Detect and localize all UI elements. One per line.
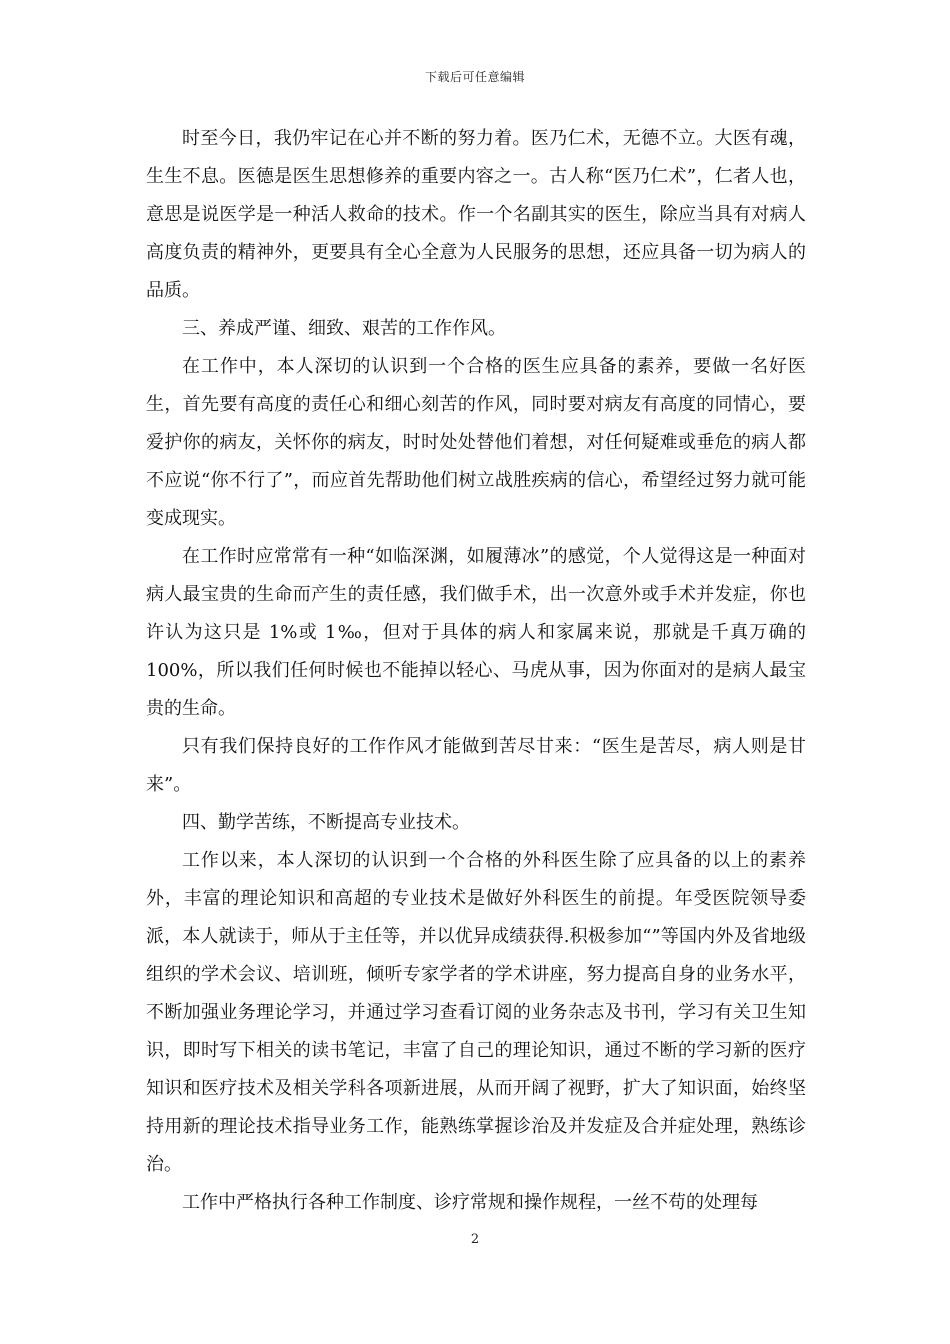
section-heading: 三、养成严谨、细致、艰苦的工作作风。 [182,318,506,339]
paragraph: 在工作中，本人深切的认识到一个合格的医生应具备的素养，要做一名好医生，首先要有高度的责任心和细心刻苦的作风，同时要对病友有高度的同情心，要爱护你的病友，关怀你的病友，时时处处替他们着想，对任何疑难或垂危的病人都不应说“你不行了”，而应首先帮助他们树立战胜疾病的信心，希望经过努力就可能变成现实。 [146,356,806,529]
paragraph: 工作中严格执行各种工作制度、诊疗常规和操作规程，一丝不苟的处理每 [182,1192,758,1213]
section-heading: 四、勤学苦练，不断提高专业技术。 [182,812,470,833]
page-number: 2 [470,1232,480,1247]
document-body [146,120,806,1222]
paragraph: 只有我们保持良好的工作作风才能做到苦尽甘来：“医生是苦尽，病人则是甘来”。 [146,736,806,795]
paragraph: 工作以来，本人深切的认识到一个合格的外科医生除了应具备的以上的素养外，丰富的理论知识和高超的专业技术是做好外科医生的前提。年受医院领导委派，本人就读于，师从于主任等，并以优异成绩获得.积极参加“”等国内外及省地级组织的学术会议、培训班，倾听专家学者的学术讲座，努力提高自身的业务水平，不断加强业务理论学习，并通过学习查看订阅的业务杂志及书刊，学习有关卫生知识，即时写下相关的读书笔记，丰富了自己的理论知识，通过不断的学习新的医疗知识和医疗技术及相关学科各项新进展，从而开阔了视野，扩大了知识面，始终坚持用新的理论技术指导业务工作，能熟练掌握诊治及并发症及合并症处理，熟练诊治。 [146,850,806,1175]
page-header: 下载后可任意编辑 [424,70,525,84]
paragraph: 时至今日，我仍牢记在心并不断的努力着。医乃仁术，无德不立。大医有魂，生生不息。医德是医生思想修养的重要内容之一。古人称“医乃仁术”，仁者人也，意思是说医学是一种活人救命的技术。作一个名副其实的医生，除应当具有对病人高度负责的精神外，更要具有全心全意为人民服务的思想，还应具备一切为病人的品质。 [146,128,806,301]
paragraph: 在工作时应常常有一种“如临深渊，如履薄冰”的感觉，个人觉得这是一种面对病人最宝贵的生命而产生的责任感，我们做手术，出一次意外或手术并发症，你也许认为这只是 1%或 1‰，但对于具体的病人和家属来说，那就是千真万确的 100%，所以我们任何时候也不能掉以轻心、马虎从事，因为你面对的是病人最宝贵的生命。 [146,546,806,719]
